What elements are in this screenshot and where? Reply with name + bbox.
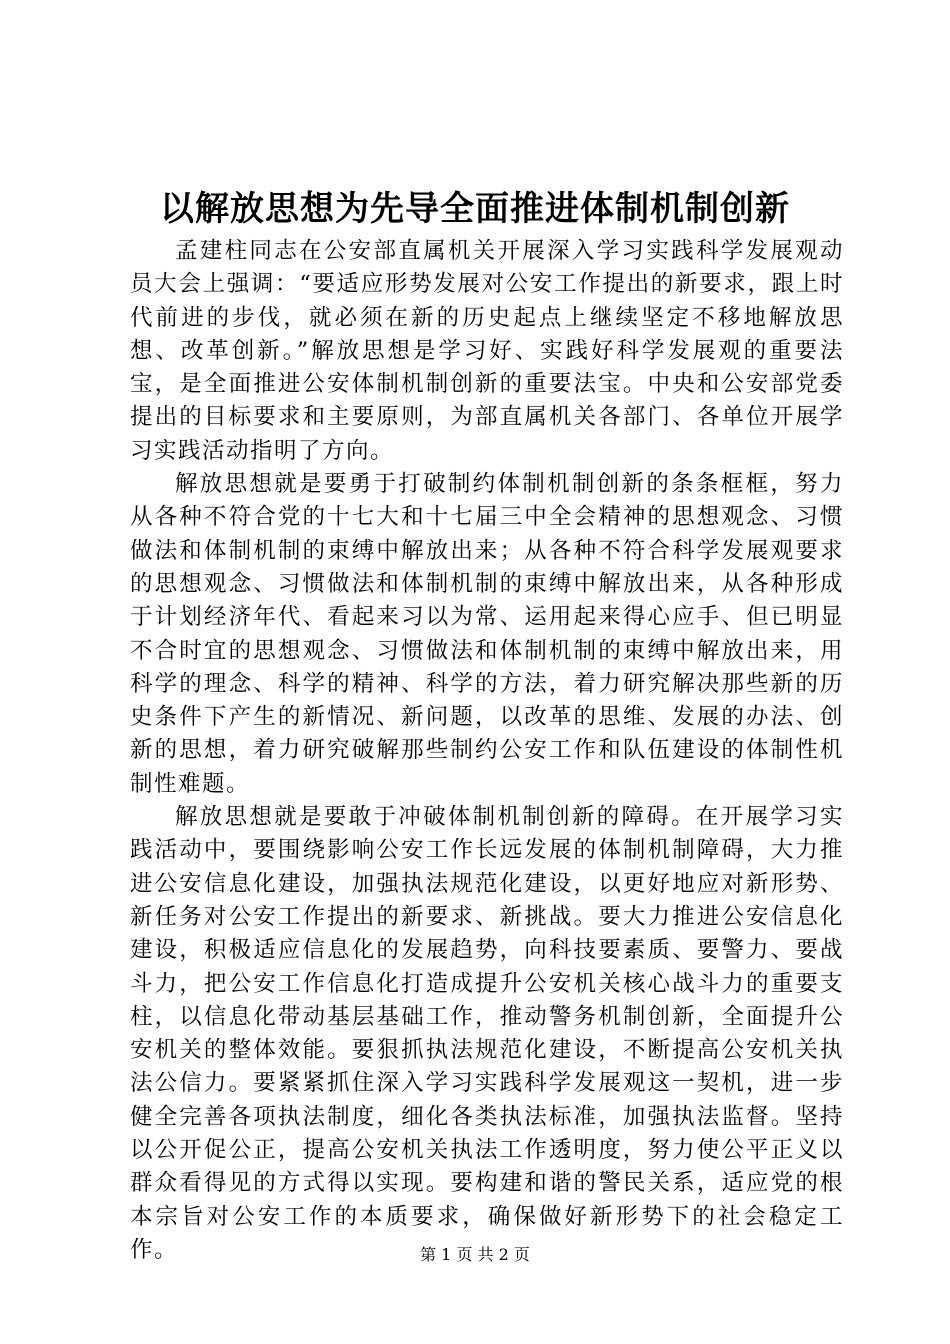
document-body — [130, 235, 844, 1267]
page-number-footer: 第 1 页 共 2 页 — [420, 1245, 530, 1264]
paragraph: 解放思想就是要勇于打破制约体制机制创新的条条框框，努力从各种不符合党的十七大和十七届三中全会精神的思想观念、习惯做法和体制机制的束缚中解放出来；从各种不符合科学发展观要求的思想观念、习惯做法和体制机制的束缚中解放出来，从各种形成于计划经济年代、看起来习以为常、运用起来得心应手、但已明显不合时宜的思想观念、习惯做法和体制机制的束缚中解放出来，用科学的理念、科学的精神、科学的方法，着力研究解决那些新的历史条件下产生的新情况、新问题，以改革的思维、发展的办法、创新的思想，着力研究破解那些制约公安工作和队伍建设的体制性机制性难题。 — [130, 471, 844, 797]
paragraph: 解放思想就是要敢于冲破体制机制创新的障碍。在开展学习实践活动中，要围绕影响公安工作长远发展的体制机制障碍，大力推进公安信息化建设，加强执法规范化建设，以更好地应对新形势、新任务对公安工作提出的新要求、新挑战。要大力推进公安信息化建设，积极适应信息化的发展趋势，向科技要素质、要警力、要战斗力，把公安工作信息化打造成提升公安机关核心战斗力的重要支柱，以信息化带动基层基础工作，推动警务机制创新，全面提升公安机关的整体效能。要狠抓执法规范化建设，不断提高公安机关执法公信力。要紧紧抓住深入学习实践科学发展观这一契机，进一步健全完善各项执法制度，细化各类执法标准，加强执法监督。坚持以公开促公正，提高公安机关执法工作透明度，努力使公平正义以群众看得见的方式得以实现。要构建和谐的警民关系，适应党的根本宗旨对公安工作的本质要求，确保做好新形势下的社会稳定工作。 — [130, 804, 844, 1263]
document-title: 以解放思想为先导全面推进体制机制创新 — [160, 189, 790, 229]
paragraph: 孟建柱同志在公安部直属机关开展深入学习实践科学发展观动员大会上强调：“要适应形势发展对公安工作提出的新要求，跟上时代前进的步伐，就必须在新的历史起点上继续坚定不移地解放思想、改革创新。”解放思想是学习好、实践好科学发展观的重要法宝，是全面推进公安体制机制创新的重要法宝。中央和公安部党委提出的目标要求和主要原则，为部直属机关各部门、各单位开展学习实践活动指明了方向。 — [130, 238, 844, 464]
